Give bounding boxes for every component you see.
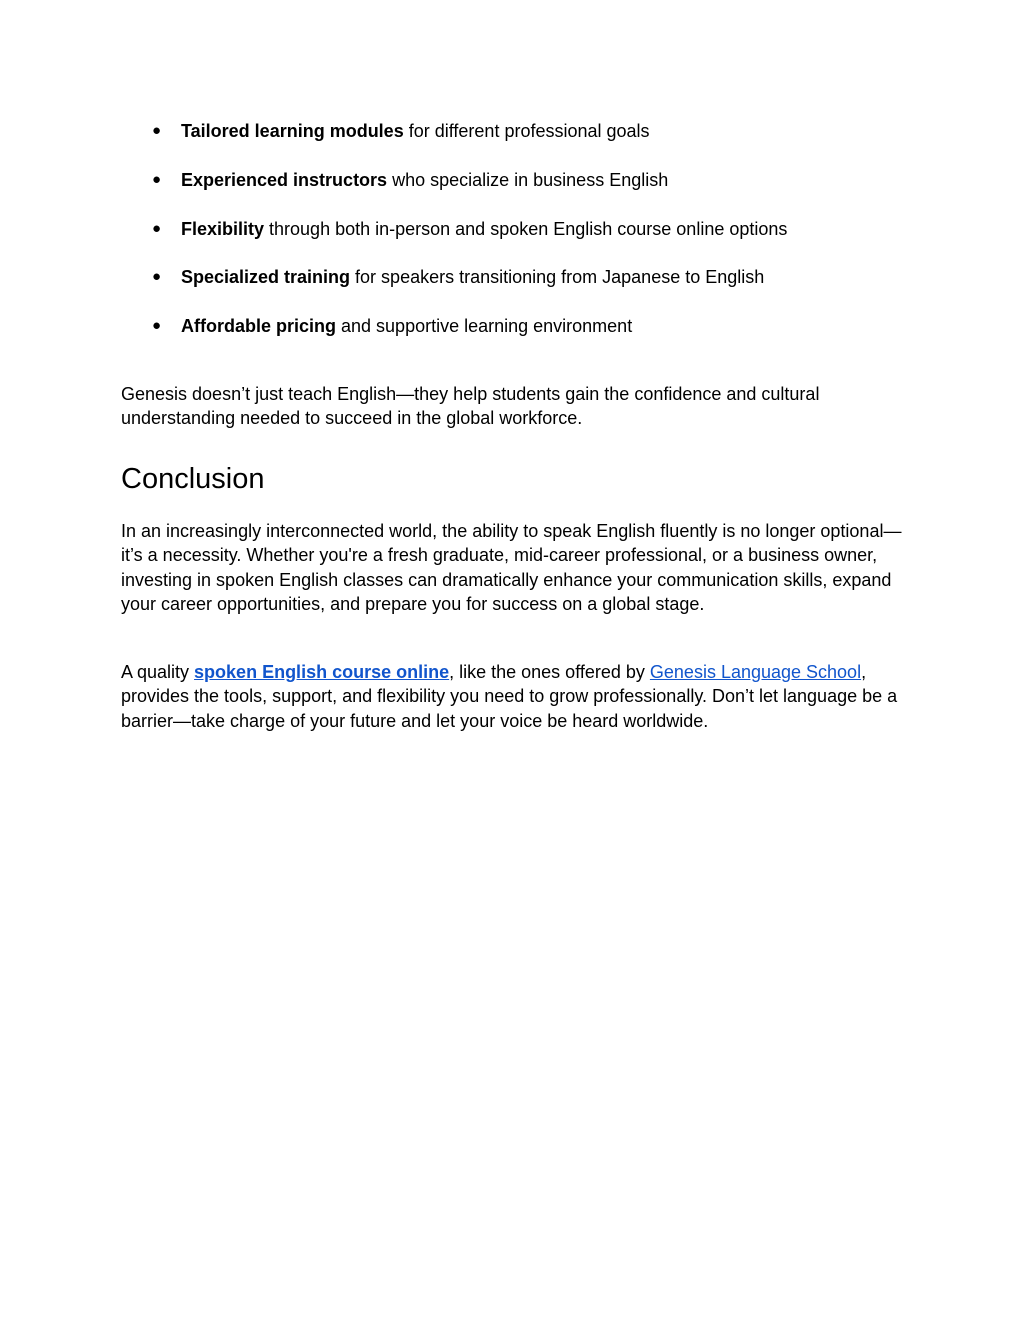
closing-paragraph — [121, 660, 911, 733]
conclusion-paragraph: In an increasingly interconnected world, the ability to speak English fluently is no longer optional—it’s a necessity. Whether you're a fresh graduate, mid-career professional, or a business owner, investing in spoken English classes can dramatically enhance your communication skills, expand your career opportunities, and prepare you for success on a global stage. — [121, 521, 902, 615]
list-item — [121, 166, 921, 194]
closing-middle: , like the ones offered by — [449, 662, 650, 682]
closing-prefix: A quality — [121, 662, 195, 682]
bullet-icon: ● — [152, 170, 162, 188]
bullet-icon: ● — [152, 317, 162, 334]
list-item — [121, 312, 921, 340]
list-item-bold: Specialized training — [181, 267, 351, 288]
list-item-text: who specialize in business English — [387, 169, 669, 190]
feature-list — [121, 117, 921, 361]
list-item-bold: Affordable pricing — [181, 316, 337, 336]
list-item-bold: Tailored learning modules — [181, 121, 404, 141]
bullet-icon: ● — [152, 219, 162, 237]
closing-suffix: , provides the tools, support, and flexibility you need to grow professionally. Don’t let language be a barrier—take charge of your future and let your voice be heard worldwide. — [121, 662, 898, 731]
conclusion-heading: Conclusion — [121, 463, 265, 495]
bullet-icon: ● — [152, 122, 162, 139]
list-item — [121, 117, 921, 145]
list-item-text: through both in-person and spoken English course online options — [264, 218, 788, 239]
bullet-icon: ● — [152, 268, 162, 286]
list-item-text: for speakers transitioning from Japanese to English — [350, 267, 765, 288]
spoken-english-course-link[interactable]: spoken English course online — [194, 662, 450, 682]
list-item — [121, 263, 921, 291]
genesis-paragraph: Genesis doesn’t just teach English—they help students gain the confidence and cultural understanding needed to succeed in the global workforce. — [121, 384, 820, 429]
list-item-bold: Experienced instructors — [181, 169, 388, 190]
list-item-text: for different professional goals — [403, 121, 650, 141]
list-item — [121, 215, 921, 243]
list-item-bold: Flexibility — [181, 218, 265, 239]
list-item-text: and supportive learning environment — [336, 316, 633, 336]
genesis-language-school-link[interactable]: Genesis Language School — [649, 662, 862, 682]
